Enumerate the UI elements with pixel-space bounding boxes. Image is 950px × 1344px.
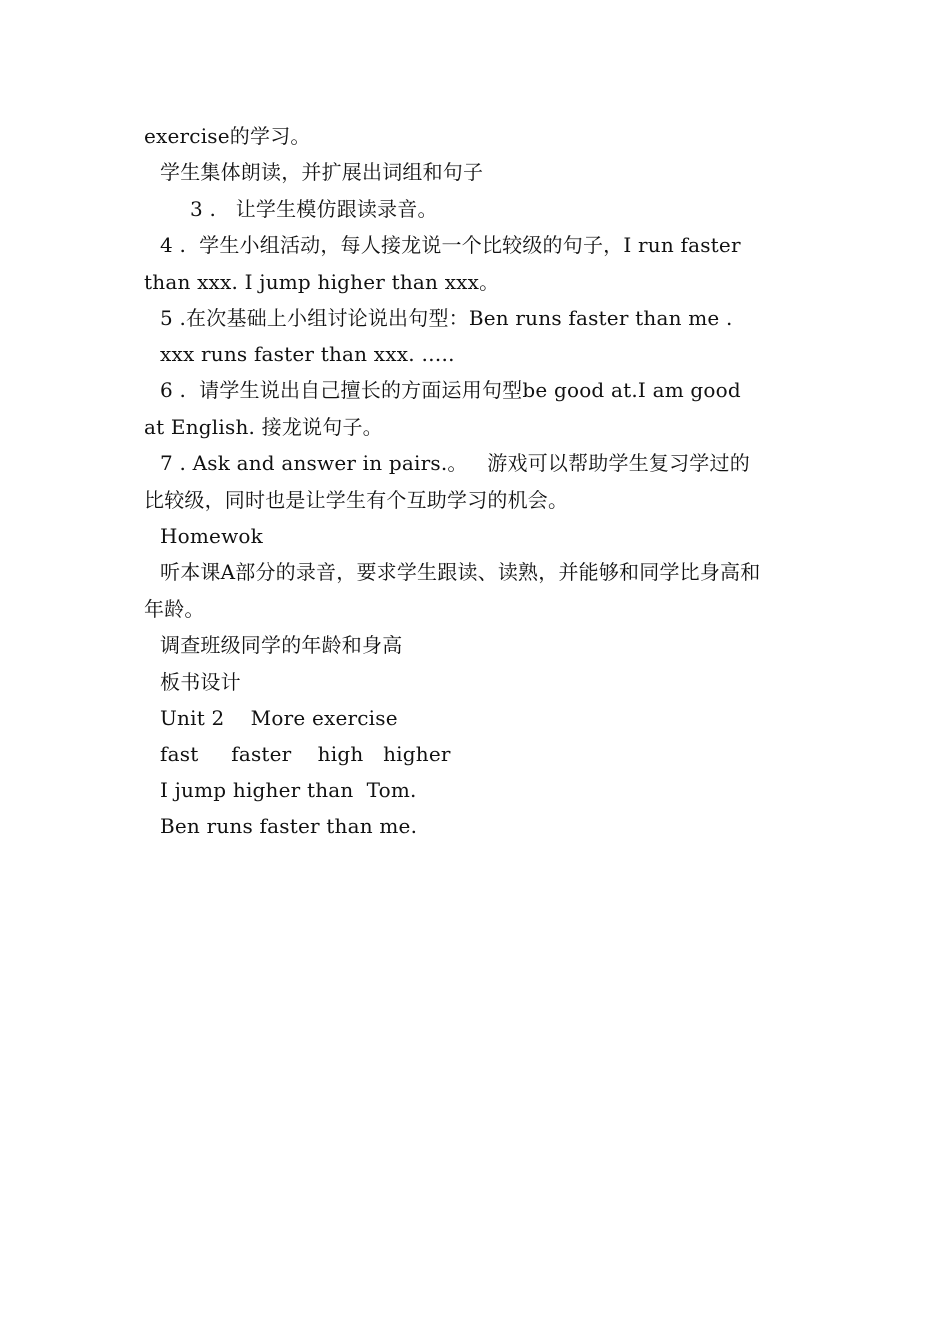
text-line: 3 . 让学生模仿跟读录音。	[190, 197, 438, 221]
text-line: Ben runs faster than me.	[160, 814, 418, 838]
text-line: 学生集体朗读，并扩展出词组和句子	[160, 160, 484, 184]
text-line: than xxx. I jump higher than xxx。	[144, 270, 500, 294]
text-line: 4 . 学生小组活动，每人接龙说一个比较级的句子，I run faster	[160, 233, 741, 257]
text-line: exercise的学习。	[144, 124, 311, 148]
text-line: 5 .在次基础上小组讨论说出句型：Ben runs faster than me .	[160, 306, 733, 330]
text-line: 6 . 请学生说出自己擅长的方面运用句型be good at.I am good	[160, 378, 741, 402]
text-line: xxx runs faster than xxx. …..	[160, 342, 455, 366]
text-line: 比较级，同时也是让学生有个互助学习的机会。	[144, 488, 569, 512]
text-line: 7 . Ask and answer in pairs.。 游戏可以帮助学生复习学过的	[160, 451, 750, 475]
text-line: 调查班级同学的年龄和身高	[160, 633, 403, 657]
text-line: I jump higher than Tom.	[160, 778, 417, 802]
text-line: 年龄。	[144, 597, 205, 621]
text-line: at English. 接龙说句子。	[144, 415, 383, 439]
section-heading: 板书设计	[160, 670, 241, 694]
text-line: fast faster high higher	[160, 742, 451, 766]
section-heading: Homewok	[160, 524, 263, 548]
text-line: Unit 2 More exercise	[160, 706, 398, 730]
text-line: 听本课A部分的录音，要求学生跟读、读熟，并能够和同学比身高和	[160, 560, 761, 584]
